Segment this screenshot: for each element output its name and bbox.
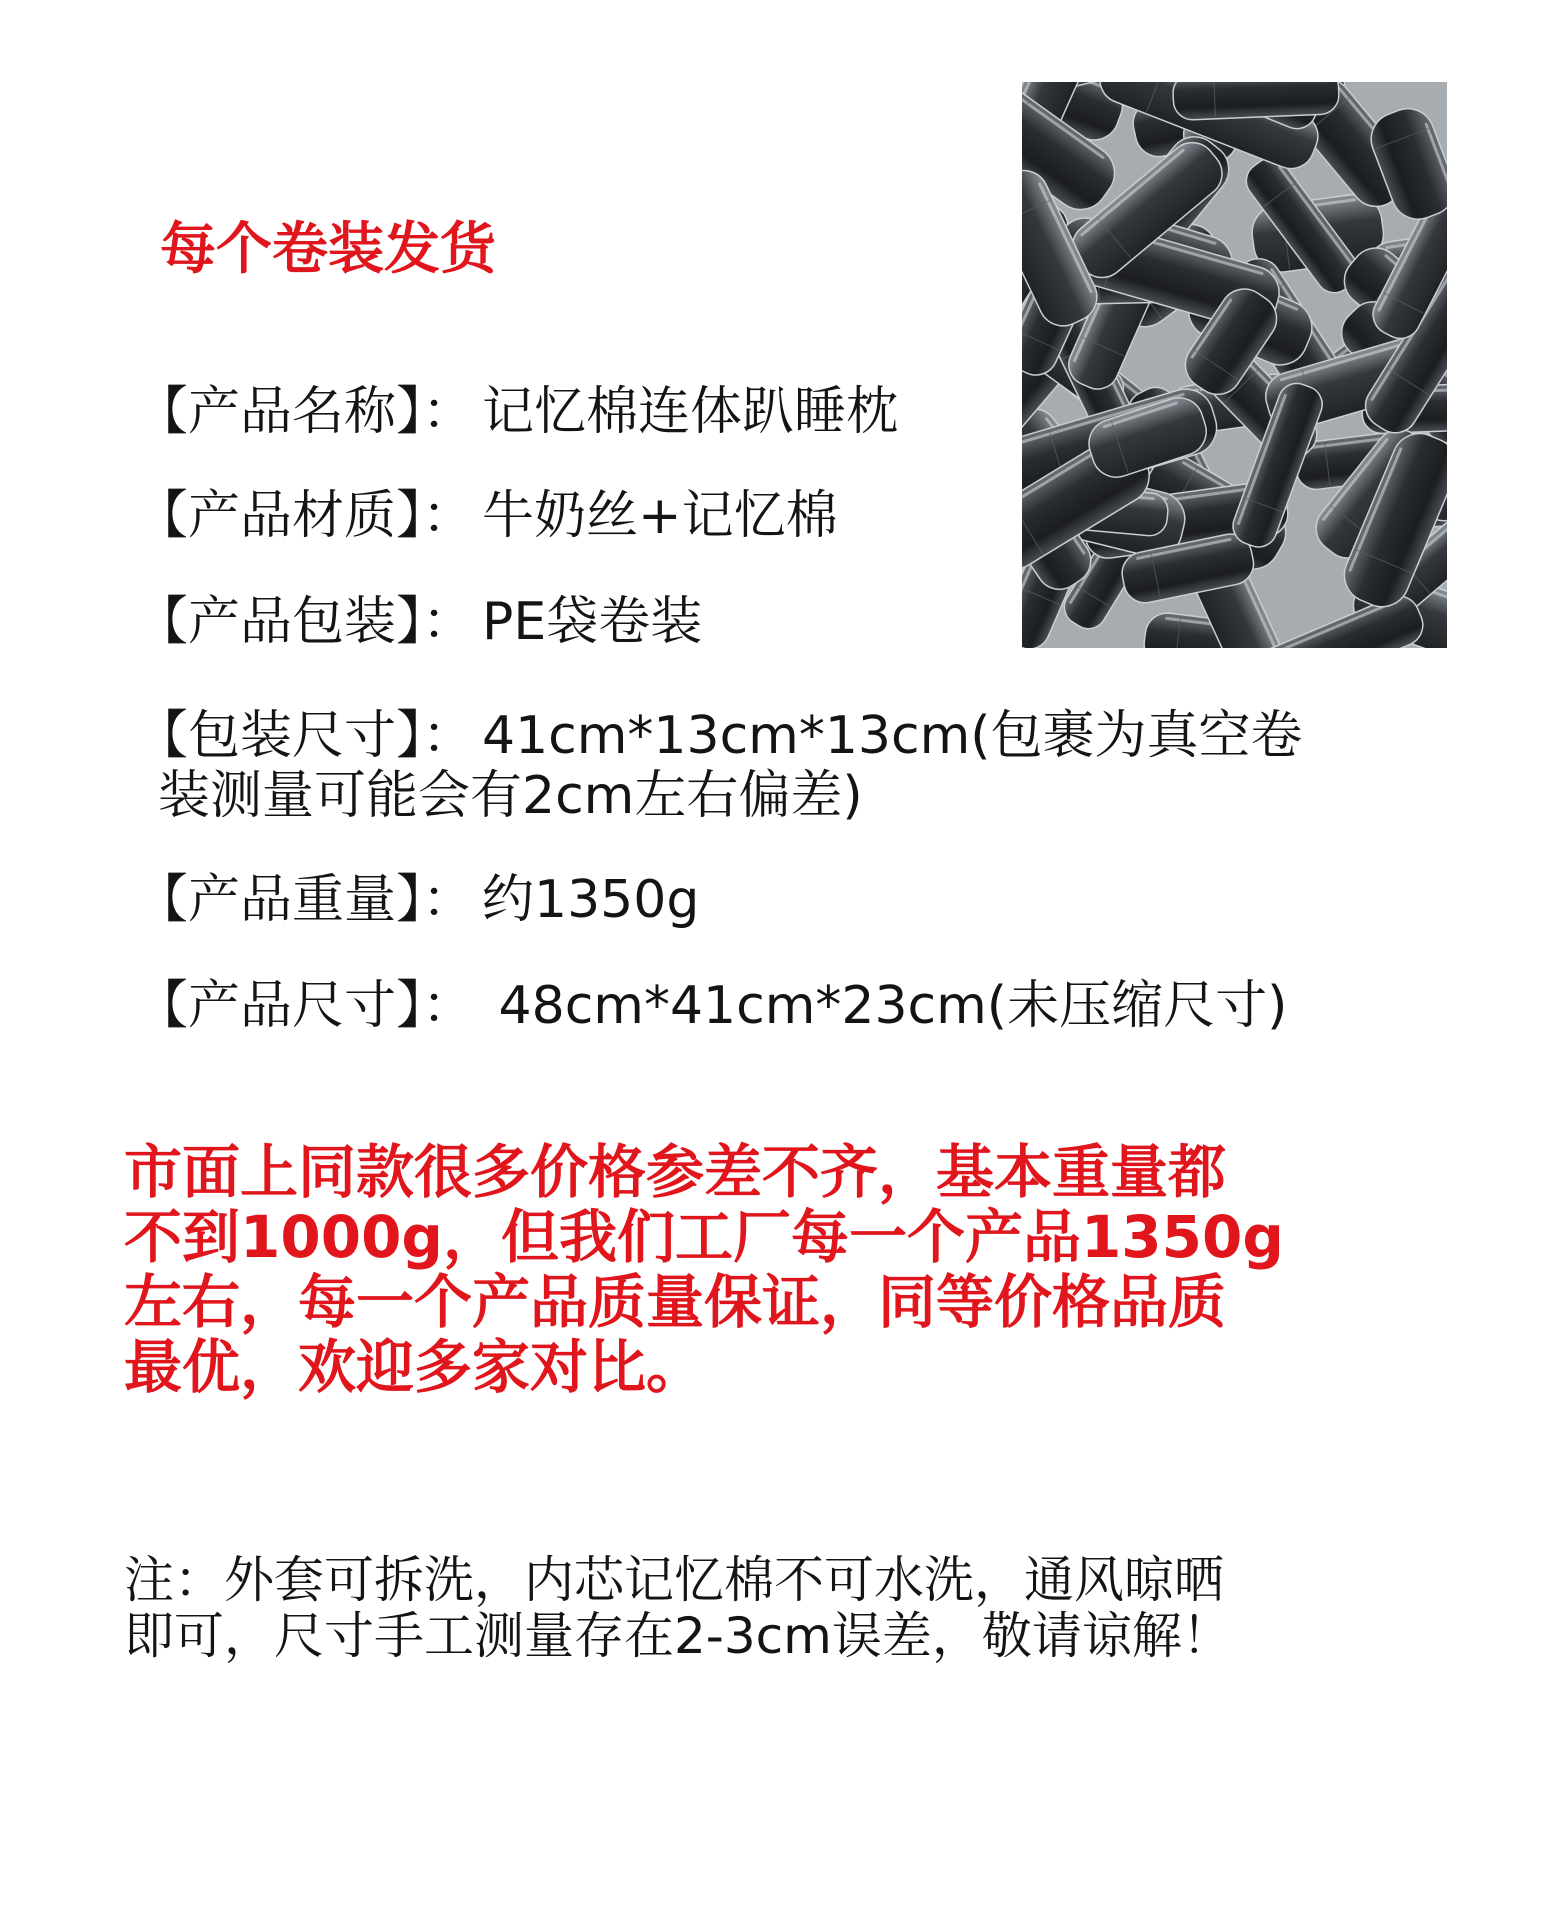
spec-row-weight xyxy=(136,868,699,932)
spec-label: 【产品材质】： xyxy=(136,486,475,546)
notice-line: 最优，欢迎多家对比。 xyxy=(124,1333,705,1401)
spec-value-continued: 装测量可能会有2cm左右偏差) xyxy=(158,766,863,826)
headline: 每个卷装发货 xyxy=(160,217,496,282)
notice-line: 不到1000g，但我们工厂每一个产品1350g xyxy=(124,1203,1284,1271)
spec-row-product-name xyxy=(136,380,898,444)
spec-value: 41cm*13cm*13cm(包裹为真空卷 xyxy=(482,706,1303,766)
spec-value: PE袋卷装 xyxy=(482,592,703,652)
spec-label: 【产品尺寸】： xyxy=(136,976,475,1036)
note-line: 即可，尺寸手工测量存在2-3cm误差，敬请谅解！ xyxy=(124,1607,1232,1665)
spec-value: 48cm*41cm*23cm(未压缩尺寸) xyxy=(482,976,1288,1036)
spec-label: 【产品重量】： xyxy=(136,870,475,930)
spec-label: 【包装尺寸】： xyxy=(136,706,475,766)
packed-roll xyxy=(1172,82,1339,121)
quality-notice xyxy=(124,1140,1424,1400)
product-rolls-photo xyxy=(1022,82,1447,648)
spec-value: 约1350g xyxy=(482,870,700,930)
spec-label: 【产品名称】： xyxy=(136,382,475,442)
spec-label: 【产品包装】： xyxy=(136,592,475,652)
notice-line: 市面上同款很多价格参差不齐，基本重量都 xyxy=(124,1138,1227,1206)
care-note xyxy=(124,1552,1424,1664)
notice-line: 左右，每一个产品质量保证，同等价格品质 xyxy=(124,1268,1227,1336)
spec-value: 记忆棉连体趴睡枕 xyxy=(482,382,899,442)
spec-row-material xyxy=(136,484,838,548)
spec-value: 牛奶丝+记忆棉 xyxy=(482,486,838,546)
spec-row-package-size xyxy=(136,706,1436,826)
spec-row-product-size xyxy=(136,974,1287,1038)
note-line: 注：外套可拆洗，内芯记忆棉不可水洗，通风晾晒 xyxy=(124,1551,1224,1609)
spec-row-packaging xyxy=(136,590,702,654)
